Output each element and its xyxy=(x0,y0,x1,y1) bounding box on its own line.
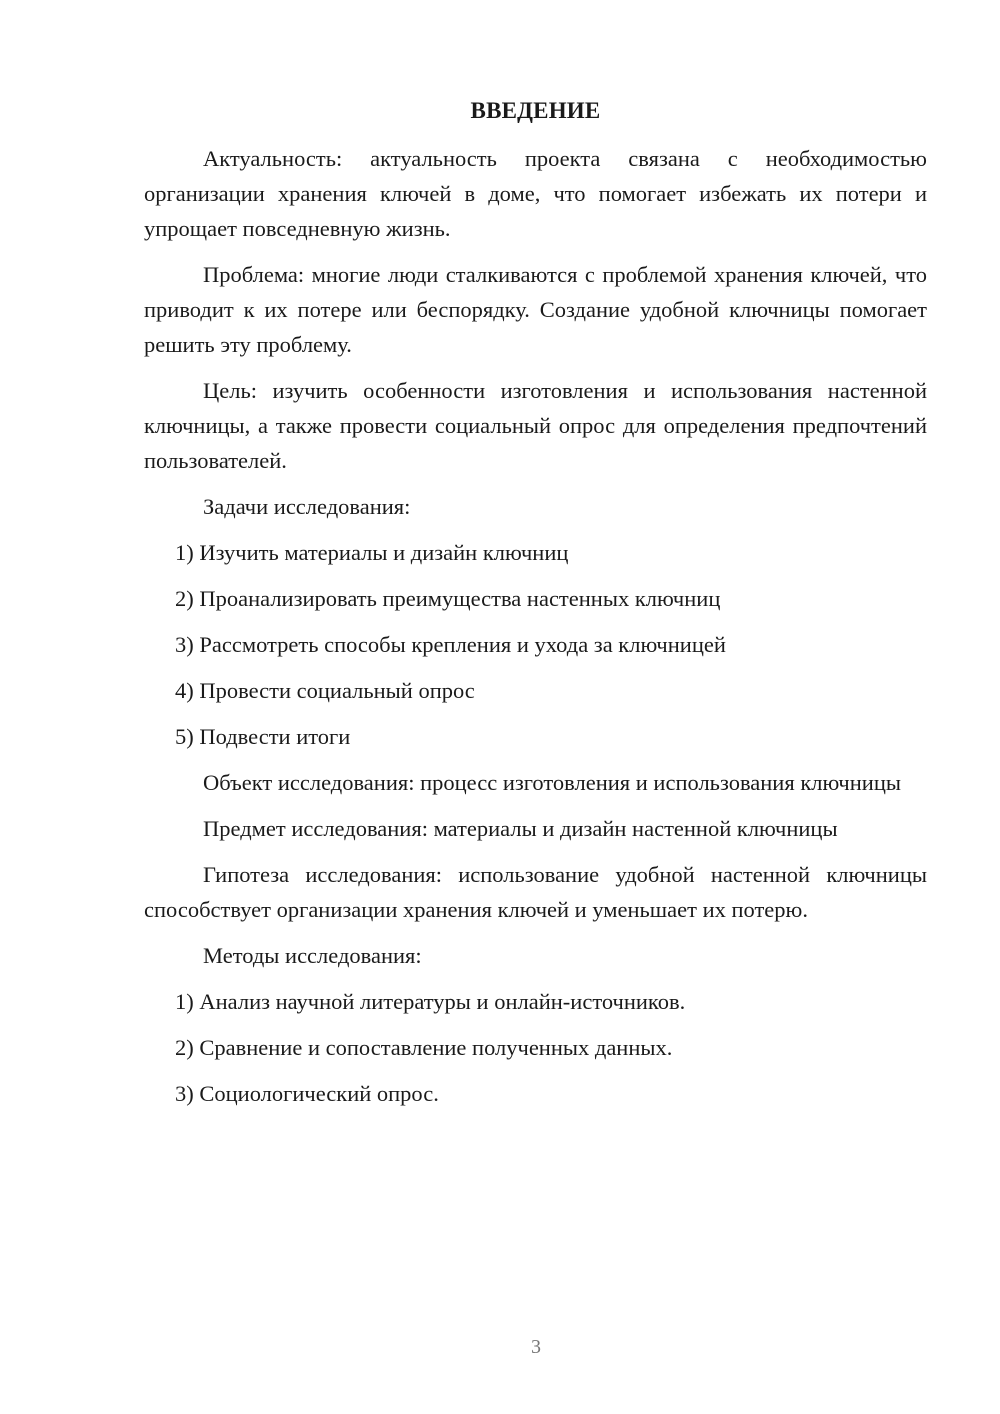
problem-paragraph: Проблема: многие люди сталкиваются с проблемой хранения ключей, что приводит к их потере или беспорядку. Создание удобной ключницы помогает решить эту проблему. xyxy=(144,262,927,357)
list-item: 2) Сравнение и сопоставление полученных данных. xyxy=(175,1035,673,1060)
tasks-heading: Задачи исследования: xyxy=(203,494,411,519)
page-title: ВВЕДЕНИЕ xyxy=(470,98,601,123)
list-item: 1) Анализ научной литературы и онлайн-источников. xyxy=(175,989,686,1014)
methods-list xyxy=(144,984,927,1111)
page-content xyxy=(144,94,927,1122)
list-item: 3) Социологический опрос. xyxy=(175,1081,439,1106)
list-item: 2) Проанализировать преимущества настенных ключниц xyxy=(175,586,721,611)
list-item: 3) Рассмотреть способы крепления и ухода за ключницей xyxy=(175,632,726,657)
subject-paragraph: Предмет исследования: материалы и дизайн настенной ключницы xyxy=(203,816,838,841)
relevance-paragraph: Актуальность: актуальность проекта связана с необходимостью организации хранения ключей в доме, что помогает избежать их потери и упрощает повседневную жизнь. xyxy=(144,146,927,241)
list-item: 5) Подвести итоги xyxy=(175,724,351,749)
methods-heading: Методы исследования: xyxy=(203,943,422,968)
list-item: 1) Изучить материалы и дизайн ключниц xyxy=(175,540,569,565)
list-item: 4) Провести социальный опрос xyxy=(175,678,475,703)
page-number: 3 xyxy=(531,1336,541,1358)
object-paragraph: Объект исследования: процесс изготовления и использования ключницы xyxy=(203,770,901,795)
goal-paragraph: Цель: изучить особенности изготовления и использования настенной ключницы, а также провести социальный опрос для определения предпочтений пользователей. xyxy=(144,378,927,473)
hypothesis-paragraph: Гипотеза исследования: использование удобной настенной ключницы способствует организации хранения ключей и уменьшает их потерю. xyxy=(144,862,927,922)
tasks-list xyxy=(144,535,927,754)
